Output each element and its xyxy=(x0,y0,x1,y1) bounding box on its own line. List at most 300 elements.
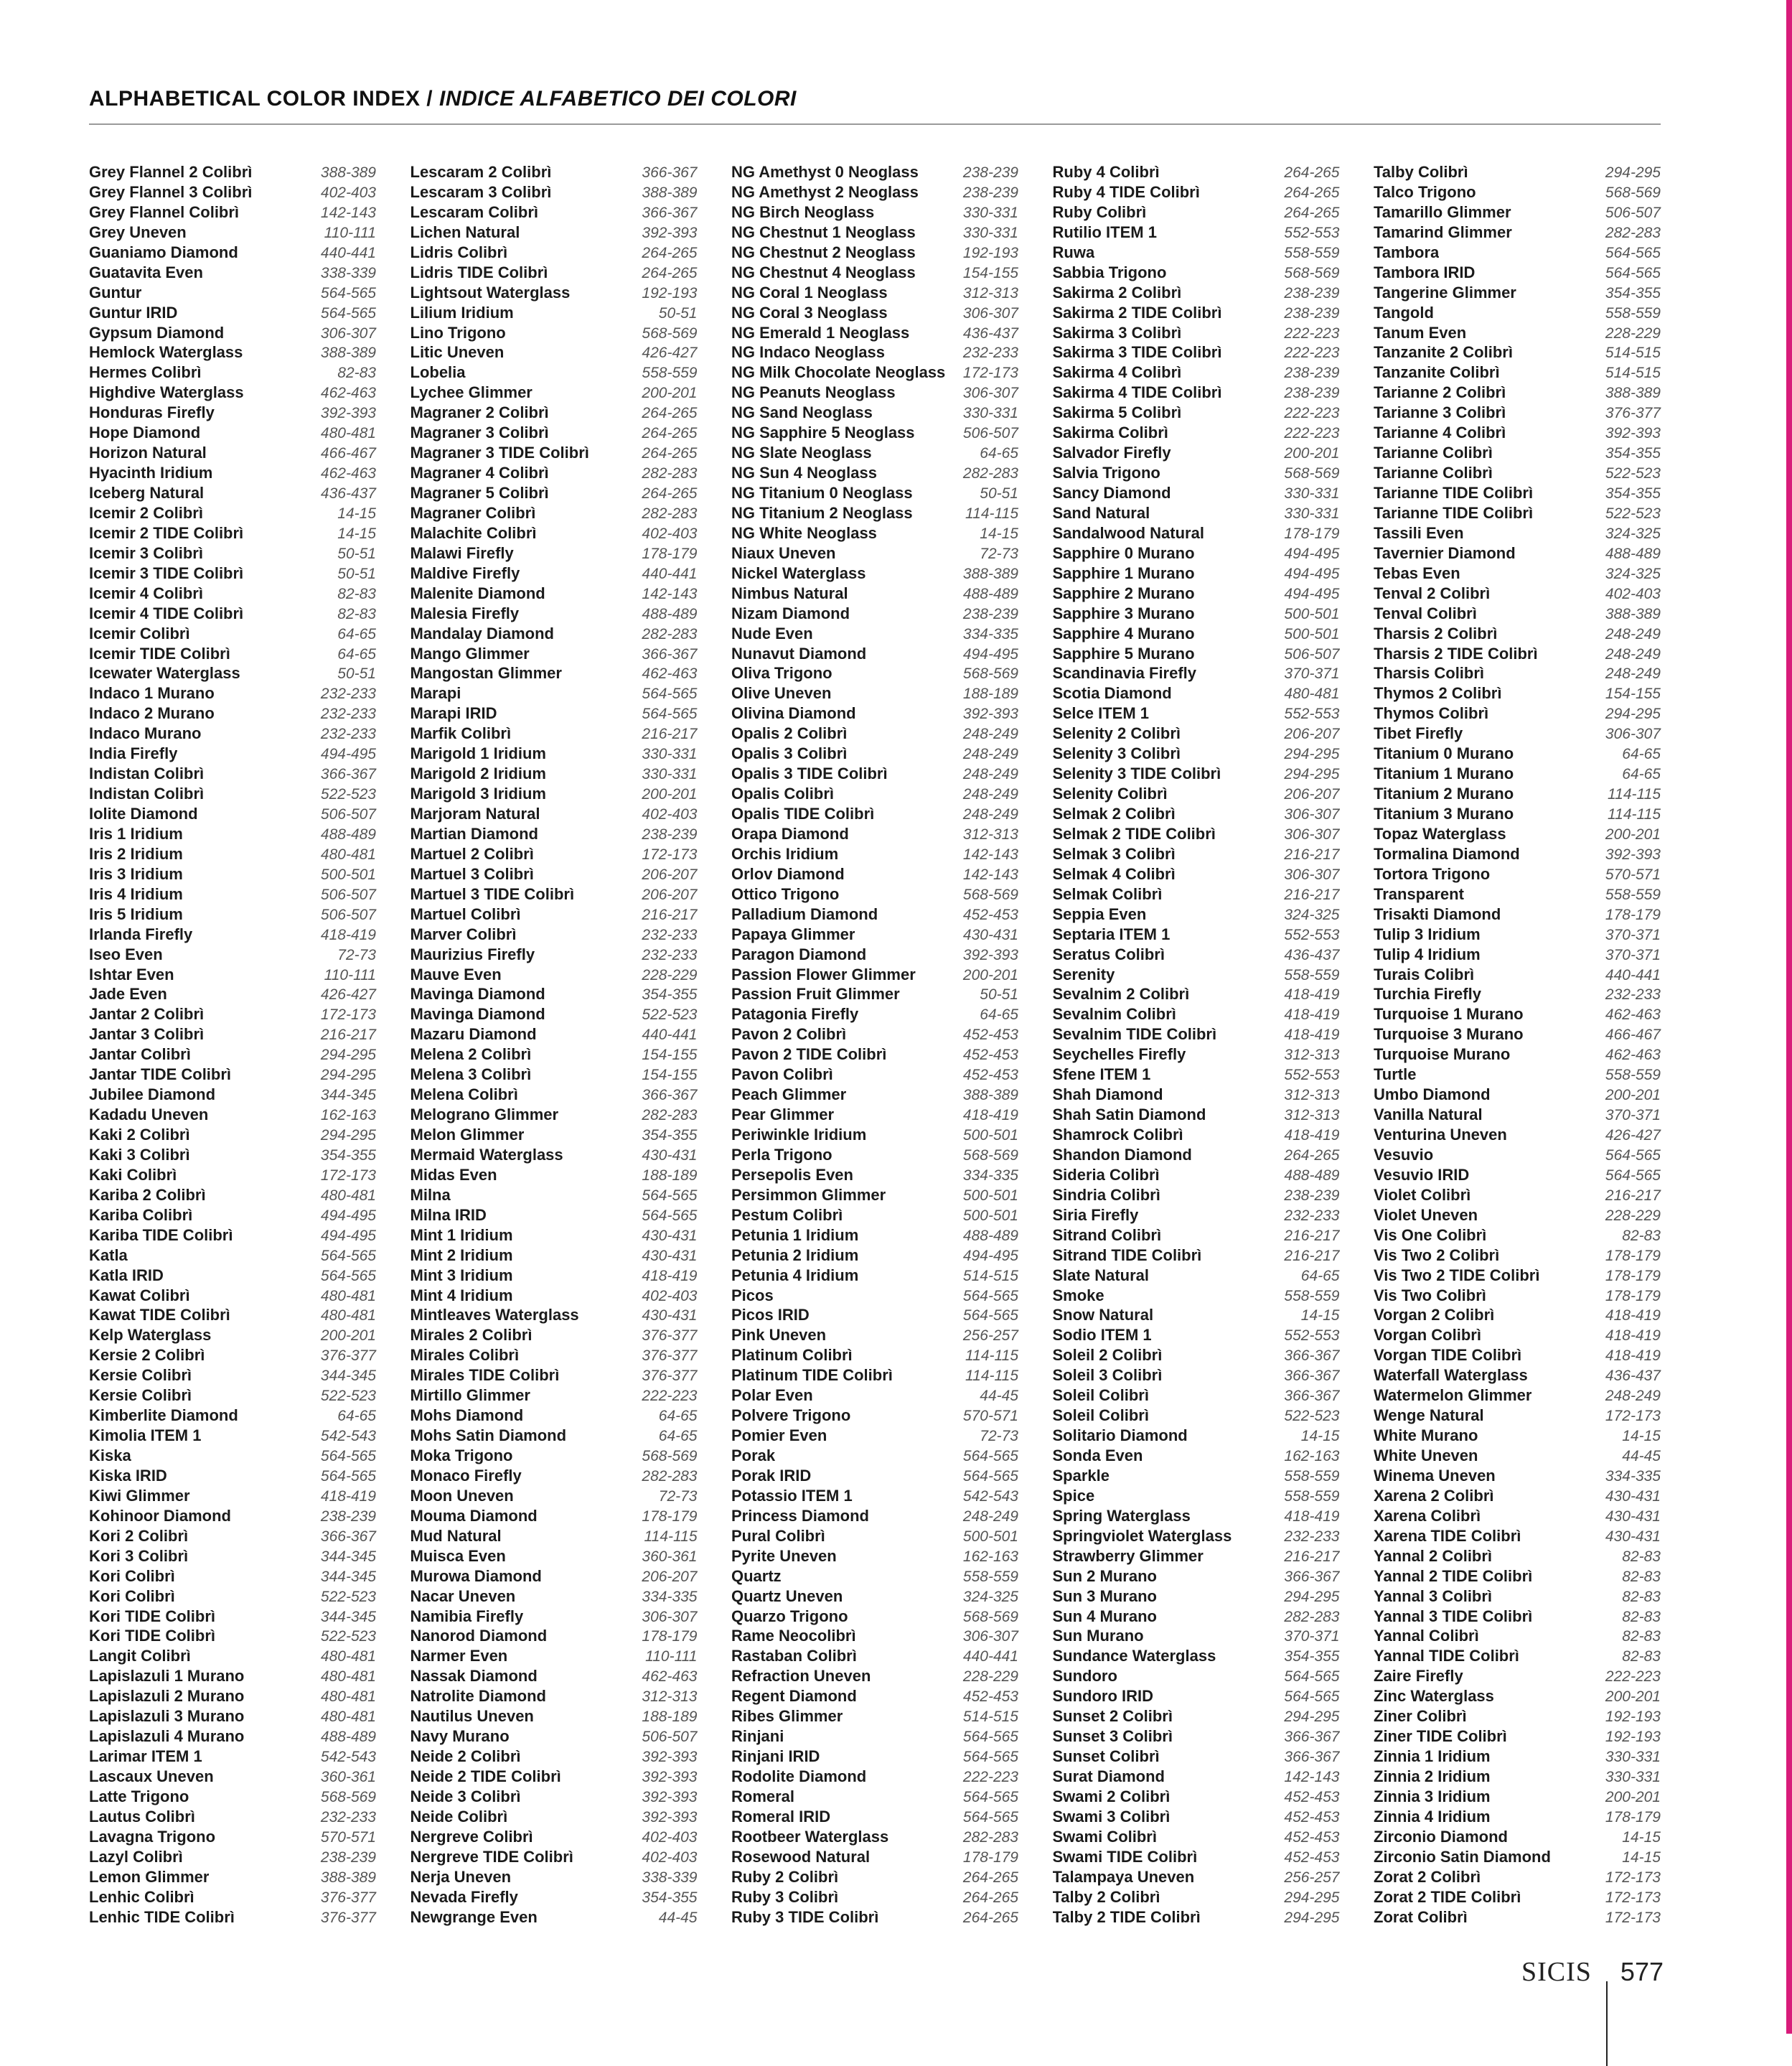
page-range: 50-51 xyxy=(337,545,376,562)
page-range: 354-355 xyxy=(1605,284,1661,302)
color-name: Selmak 3 Colibrì xyxy=(1052,844,1176,863)
color-name: Icemir TIDE Colibrì xyxy=(89,644,230,663)
page-range: 178-179 xyxy=(642,1508,698,1525)
page-range: 324-325 xyxy=(1605,525,1661,542)
page-range: 480-481 xyxy=(320,1307,376,1324)
page-range: 232-233 xyxy=(320,706,376,723)
index-row xyxy=(89,884,376,905)
page-range: 522-523 xyxy=(320,1588,376,1605)
index-row xyxy=(731,744,1018,764)
color-name: Solitario Diamond xyxy=(1052,1426,1188,1445)
color-name: Melon Glimmer xyxy=(410,1126,525,1144)
index-row xyxy=(731,383,1018,403)
color-name: Mango Glimmer xyxy=(410,644,530,663)
page-range: 440-441 xyxy=(1605,966,1661,983)
color-name: Oliva Trigono xyxy=(731,664,832,683)
page-range: 142-143 xyxy=(1284,1769,1340,1785)
color-name: Kori 2 Colibrì xyxy=(89,1526,189,1545)
index-row xyxy=(411,342,698,363)
page-range: 430-431 xyxy=(1605,1508,1661,1525)
index-row xyxy=(89,1747,376,1767)
index-row xyxy=(1374,1125,1661,1145)
page-range: 500-501 xyxy=(962,1528,1018,1545)
color-name: Kiska IRID xyxy=(89,1466,167,1485)
color-name: Petunia 4 Iridium xyxy=(731,1266,859,1284)
color-name: Petunia 2 Iridium xyxy=(731,1245,859,1264)
index-row xyxy=(1374,1807,1661,1827)
page-range: 312-313 xyxy=(1284,1047,1340,1064)
index-row xyxy=(731,283,1018,303)
index-row xyxy=(1053,1787,1340,1807)
index-row xyxy=(1053,1065,1340,1085)
page-range: 452-453 xyxy=(1284,1808,1340,1826)
color-name: Vorgan 2 Colibrì xyxy=(1374,1306,1495,1324)
page-range: 506-507 xyxy=(320,886,376,903)
page-range: 462-463 xyxy=(642,1668,698,1686)
index-column-4 xyxy=(1053,162,1340,1928)
index-row xyxy=(1053,804,1340,824)
color-name: Rastaban Colibrì xyxy=(731,1647,857,1665)
index-row xyxy=(1374,283,1661,303)
index-row xyxy=(731,1566,1018,1586)
color-name: Tenval Colibrì xyxy=(1374,604,1477,622)
color-name: Kiwi Glimmer xyxy=(89,1486,190,1505)
page-range: 344-345 xyxy=(320,1368,376,1385)
index-row xyxy=(411,624,698,644)
color-name: Mint 4 Iridium xyxy=(410,1286,513,1304)
page-range: 494-495 xyxy=(320,1207,376,1224)
page-range: 82-83 xyxy=(1622,1608,1661,1625)
index-row xyxy=(731,1345,1018,1365)
page-range: 552-553 xyxy=(1284,706,1340,723)
color-name: Sun 2 Murano xyxy=(1052,1566,1157,1585)
color-name: NG Sapphire 5 Neoglass xyxy=(731,424,915,442)
color-name: Talampaya Uneven xyxy=(1052,1867,1195,1886)
page-range: 216-217 xyxy=(1284,846,1340,863)
color-name: Opalis 3 TIDE Colibrì xyxy=(731,765,888,783)
index-row xyxy=(89,663,376,683)
color-name: Ruby 2 Colibrì xyxy=(731,1867,839,1886)
page-range: 114-115 xyxy=(644,1528,698,1545)
page-range: 178-179 xyxy=(1605,1267,1661,1284)
color-name: Xarena Colibrì xyxy=(1374,1506,1481,1525)
index-row xyxy=(731,644,1018,664)
color-name: Sitrand TIDE Colibrì xyxy=(1052,1245,1202,1264)
color-name: Pavon 2 Colibrì xyxy=(731,1025,847,1044)
page-range: 178-179 xyxy=(1605,906,1661,923)
page-range: 366-367 xyxy=(1284,1568,1340,1585)
page-range: 452-453 xyxy=(962,1047,1018,1064)
index-row xyxy=(89,1446,376,1466)
index-row xyxy=(411,483,698,503)
color-name: Sapphire 4 Murano xyxy=(1052,624,1195,642)
color-name: Grey Flannel 2 Colibrì xyxy=(89,163,253,181)
color-name: Ruby 3 Colibrì xyxy=(731,1887,839,1906)
color-name: Irlanda Firefly xyxy=(89,925,193,943)
color-name: NG Sun 4 Neoglass xyxy=(731,464,877,482)
color-name: Tebas Even xyxy=(1374,564,1460,582)
index-row xyxy=(89,1286,376,1306)
page-range: 366-367 xyxy=(320,766,376,783)
color-name: Nude Even xyxy=(731,624,813,642)
index-row xyxy=(1053,1125,1340,1145)
page-range: 558-559 xyxy=(962,1568,1018,1585)
page-range: 480-481 xyxy=(320,1648,376,1665)
color-name: Opalis Colibrì xyxy=(731,785,835,803)
index-column-1 xyxy=(89,162,376,1928)
page-range: 200-201 xyxy=(1605,1788,1661,1805)
index-row xyxy=(89,463,376,483)
index-row xyxy=(411,1526,698,1546)
index-row xyxy=(89,584,376,604)
color-name: Sandalwood Natural xyxy=(1052,523,1204,542)
index-row xyxy=(1053,523,1340,543)
page-range: 82-83 xyxy=(337,585,376,602)
index-row xyxy=(1374,1526,1661,1546)
color-name: Nanorod Diamond xyxy=(410,1627,548,1645)
page-range: 440-441 xyxy=(642,565,698,582)
page-range: 466-467 xyxy=(1605,1027,1661,1044)
color-name: Shamrock Colibrì xyxy=(1052,1126,1183,1144)
index-row xyxy=(1374,1225,1661,1245)
color-name: Serenity xyxy=(1052,965,1115,983)
page-range: 558-559 xyxy=(1284,1467,1340,1485)
page-range: 462-463 xyxy=(320,465,376,482)
index-row xyxy=(1374,1767,1661,1787)
index-row xyxy=(89,1205,376,1225)
index-row xyxy=(1053,303,1340,323)
index-row xyxy=(1053,824,1340,844)
color-name: Mint 1 Iridium xyxy=(410,1225,513,1244)
index-row xyxy=(1053,984,1340,1004)
page-range: 188-189 xyxy=(962,686,1018,703)
page-range: 564-565 xyxy=(962,1448,1018,1464)
color-name: Mermaid Waterglass xyxy=(410,1145,563,1164)
color-name: Icemir 4 Colibrì xyxy=(89,584,203,602)
color-name: Sparkle xyxy=(1052,1466,1110,1485)
page-range: 330-331 xyxy=(962,204,1018,221)
color-name: Marjoram Natural xyxy=(410,805,540,823)
page-range: 142-143 xyxy=(962,866,1018,883)
index-row xyxy=(89,162,376,182)
page-range: 222-223 xyxy=(1284,425,1340,442)
color-name: Tharsis 2 TIDE Colibrì xyxy=(1374,644,1538,663)
color-name: Slate Natural xyxy=(1052,1266,1149,1284)
page-range: 366-367 xyxy=(1284,1347,1340,1365)
index-row xyxy=(731,1466,1018,1486)
color-name: Soleil 3 Colibrì xyxy=(1052,1366,1163,1385)
page-range: 154-155 xyxy=(1605,686,1661,703)
index-row xyxy=(89,925,376,945)
color-name: Jubilee Diamond xyxy=(89,1085,216,1104)
index-row xyxy=(411,543,698,564)
page-range: 494-495 xyxy=(1284,545,1340,562)
page-range: 452-453 xyxy=(1284,1788,1340,1805)
page-range: 306-307 xyxy=(1605,726,1661,743)
index-row xyxy=(731,423,1018,443)
page-range: 402-403 xyxy=(642,1287,698,1304)
index-row xyxy=(89,1426,376,1446)
page-range: 238-239 xyxy=(962,184,1018,201)
page-range: 64-65 xyxy=(980,1006,1018,1024)
index-row xyxy=(1053,383,1340,403)
index-row xyxy=(1374,443,1661,463)
index-row xyxy=(1374,1266,1661,1286)
color-name: Refraction Uneven xyxy=(731,1667,871,1686)
color-name: Kori TIDE Colibrì xyxy=(89,1607,215,1625)
page-range: 388-389 xyxy=(962,565,1018,582)
color-name: Martuel 3 TIDE Colibrì xyxy=(410,884,575,903)
page-range: 216-217 xyxy=(1284,1247,1340,1264)
page-range: 392-393 xyxy=(1605,425,1661,442)
color-name: Nacar Uneven xyxy=(410,1586,516,1605)
page-range: 312-313 xyxy=(1284,1107,1340,1124)
color-name: Turquoise 3 Murano xyxy=(1374,1025,1524,1044)
page-range: 82-83 xyxy=(1622,1227,1661,1244)
color-name: Sunset 2 Colibrì xyxy=(1052,1707,1173,1726)
page-range: 480-481 xyxy=(320,1709,376,1726)
color-name: NG Indaco Neoglass xyxy=(731,343,885,362)
color-name: NG Emerald 1 Neoglass xyxy=(731,323,910,342)
color-name: Tanzanite Colibrì xyxy=(1374,363,1500,382)
color-name: Malawi Firefly xyxy=(410,543,514,562)
index-row xyxy=(1374,202,1661,223)
color-name: Iris 5 Iridium xyxy=(89,905,183,923)
page-range: 294-295 xyxy=(1284,1588,1340,1605)
page-range: 14-15 xyxy=(337,525,376,542)
page-range: 248-249 xyxy=(1605,625,1661,642)
page-range: 282-283 xyxy=(642,505,698,522)
color-name: Selmak Colibrì xyxy=(1052,884,1163,903)
index-row xyxy=(1374,263,1661,283)
page-range: 50-51 xyxy=(337,665,376,683)
page-range: 558-559 xyxy=(1605,1067,1661,1084)
color-name: Tangerine Glimmer xyxy=(1374,283,1516,302)
index-row xyxy=(1053,1004,1340,1024)
index-row xyxy=(731,884,1018,905)
page-range: 142-143 xyxy=(642,585,698,602)
page-range: 264-265 xyxy=(642,485,698,502)
color-name: Selmak 2 Colibrì xyxy=(1052,805,1176,823)
page-range: 344-345 xyxy=(320,1568,376,1585)
index-row xyxy=(89,1004,376,1024)
index-row xyxy=(411,243,698,263)
index-row xyxy=(411,162,698,182)
color-name: Sapphire 2 Murano xyxy=(1052,584,1195,602)
page-range: 324-325 xyxy=(1284,906,1340,923)
page-range: 564-565 xyxy=(962,1808,1018,1826)
index-row xyxy=(89,403,376,423)
index-row xyxy=(411,1767,698,1787)
index-row xyxy=(731,1325,1018,1345)
index-row xyxy=(731,844,1018,864)
page-range: 50-51 xyxy=(980,485,1018,502)
index-row xyxy=(89,523,376,543)
index-row xyxy=(1053,905,1340,925)
index-row xyxy=(1374,1706,1661,1726)
index-row xyxy=(89,784,376,804)
page-range: 192-193 xyxy=(1605,1709,1661,1726)
color-name: Seychelles Firefly xyxy=(1052,1045,1186,1064)
page-range: 376-377 xyxy=(320,1909,376,1926)
color-name: Mandalay Diamond xyxy=(410,624,554,642)
color-name: NG Chestnut 4 Neoglass xyxy=(731,263,916,281)
index-row xyxy=(89,1626,376,1646)
index-row xyxy=(731,864,1018,884)
page-range: 500-501 xyxy=(962,1127,1018,1144)
index-row xyxy=(1053,884,1340,905)
index-row xyxy=(89,342,376,363)
page-range: 64-65 xyxy=(1622,746,1661,763)
color-name: Rinjani xyxy=(731,1727,784,1746)
page-range: 14-15 xyxy=(1622,1428,1661,1445)
page-range: 376-377 xyxy=(642,1347,698,1365)
page-range: 506-507 xyxy=(320,906,376,923)
page-range: 564-565 xyxy=(1605,244,1661,261)
color-name: Kori 3 Colibrì xyxy=(89,1546,189,1565)
index-row xyxy=(1374,1887,1661,1907)
index-row xyxy=(1374,303,1661,323)
page-range: 558-559 xyxy=(1605,886,1661,903)
index-row xyxy=(411,1907,698,1927)
page-range: 82-83 xyxy=(1622,1568,1661,1585)
color-name: Selmak 2 TIDE Colibrì xyxy=(1052,824,1216,843)
color-name: Mohs Diamond xyxy=(410,1406,524,1425)
color-name: Indaco 1 Murano xyxy=(89,684,215,703)
index-row xyxy=(731,463,1018,483)
index-row xyxy=(1053,564,1340,584)
index-row xyxy=(89,704,376,724)
page-range: 238-239 xyxy=(320,1848,376,1866)
color-name: Zinnia 4 Iridium xyxy=(1374,1807,1491,1826)
page-range: 110-111 xyxy=(645,1648,698,1665)
index-row xyxy=(411,564,698,584)
page-range: 64-65 xyxy=(658,1408,698,1425)
index-row xyxy=(1374,784,1661,804)
page-range: 206-207 xyxy=(1284,726,1340,743)
page-range: 248-249 xyxy=(962,746,1018,763)
page-range: 264-265 xyxy=(1284,1146,1340,1164)
color-name: Umbo Diamond xyxy=(1374,1085,1491,1104)
index-row xyxy=(731,243,1018,263)
color-name: NG Titanium 0 Neoglass xyxy=(731,484,913,502)
page-range: 568-569 xyxy=(962,665,1018,683)
page-range: 568-569 xyxy=(962,886,1018,903)
color-name: Strawberry Glimmer xyxy=(1052,1546,1204,1565)
index-row xyxy=(731,1225,1018,1245)
color-name: Lapislazuli 2 Murano xyxy=(89,1687,245,1706)
color-name: Opalis 2 Colibrì xyxy=(731,724,848,743)
color-name: Thymos Colibrì xyxy=(1374,704,1489,723)
index-row xyxy=(89,564,376,584)
color-name: Kaki 2 Colibrì xyxy=(89,1126,190,1144)
page-range: 264-265 xyxy=(1284,164,1340,181)
index-row xyxy=(731,804,1018,824)
color-name: Iris 2 Iridium xyxy=(89,844,183,863)
page-range: 200-201 xyxy=(962,966,1018,983)
color-name: Sapphire 5 Murano xyxy=(1052,644,1195,663)
page-range: 192-193 xyxy=(1605,1729,1661,1746)
color-name: Titanium 1 Murano xyxy=(1374,765,1514,783)
page-range: 418-419 xyxy=(1605,1327,1661,1345)
index-row xyxy=(89,644,376,664)
color-name: Rootbeer Waterglass xyxy=(731,1827,889,1846)
page-range: 238-239 xyxy=(962,164,1018,181)
page-range: 480-481 xyxy=(320,1688,376,1706)
page-range: 564-565 xyxy=(962,1729,1018,1746)
index-row xyxy=(89,1907,376,1927)
index-row xyxy=(1053,1666,1340,1686)
page-range: 228-229 xyxy=(1605,1207,1661,1224)
page-range: 488-489 xyxy=(962,585,1018,602)
color-name: Sun 4 Murano xyxy=(1052,1607,1157,1625)
color-name: Titanium 0 Murano xyxy=(1374,744,1514,763)
page-edge-accent xyxy=(1786,0,1792,2034)
index-row xyxy=(411,1546,698,1566)
index-row xyxy=(1374,1385,1661,1406)
page-range: 172-173 xyxy=(642,846,698,863)
color-name: Sun Murano xyxy=(1052,1627,1144,1645)
index-row xyxy=(731,263,1018,283)
index-row xyxy=(1374,523,1661,543)
page-range: 522-523 xyxy=(320,1628,376,1645)
index-row xyxy=(1374,423,1661,443)
color-name: Maldive Firefly xyxy=(410,564,520,582)
index-row xyxy=(731,1847,1018,1867)
index-row xyxy=(731,1245,1018,1266)
page-range: 436-437 xyxy=(962,324,1018,342)
color-name: Lenhic TIDE Colibrì xyxy=(89,1907,235,1926)
page-range: 338-339 xyxy=(642,1869,698,1886)
page-range: 334-335 xyxy=(1605,1467,1661,1485)
page-range: 238-239 xyxy=(1284,365,1340,382)
color-name: Salvador Firefly xyxy=(1052,444,1171,462)
page-range: 110-111 xyxy=(324,224,376,241)
color-name: Sakirma 3 Colibrì xyxy=(1052,323,1182,342)
page-range: 282-283 xyxy=(642,1107,698,1124)
page-range: 264-265 xyxy=(962,1889,1018,1906)
index-row xyxy=(1053,663,1340,683)
color-name: Lapislazuli 1 Murano xyxy=(89,1667,245,1686)
page-range: 488-489 xyxy=(1284,1167,1340,1184)
page-range: 494-495 xyxy=(962,645,1018,663)
index-row xyxy=(89,1566,376,1586)
page-range: 568-569 xyxy=(1605,184,1661,201)
color-name: Septaria ITEM 1 xyxy=(1052,925,1171,943)
page-range: 14-15 xyxy=(337,505,376,522)
page-range: 192-193 xyxy=(962,244,1018,261)
index-row xyxy=(1053,764,1340,784)
page-range: 162-163 xyxy=(962,1548,1018,1565)
color-name: Kimolia ITEM 1 xyxy=(89,1426,202,1445)
page-range: 216-217 xyxy=(320,1027,376,1044)
color-name: Horizon Natural xyxy=(89,444,207,462)
page-range: 216-217 xyxy=(1284,886,1340,903)
color-name: Siria Firefly xyxy=(1052,1205,1139,1224)
index-row xyxy=(1053,1706,1340,1726)
color-name: Sun 3 Murano xyxy=(1052,1586,1157,1605)
index-row xyxy=(731,624,1018,644)
page-range: 564-565 xyxy=(320,1267,376,1284)
color-name: Tanum Even xyxy=(1374,323,1467,342)
color-name: Sonda Even xyxy=(1052,1446,1143,1464)
index-row xyxy=(1053,223,1340,243)
index-row xyxy=(1053,925,1340,945)
index-row xyxy=(89,744,376,764)
page-range: 222-223 xyxy=(962,1769,1018,1785)
index-row xyxy=(1053,1607,1340,1627)
color-name: Zaire Firefly xyxy=(1374,1667,1463,1686)
